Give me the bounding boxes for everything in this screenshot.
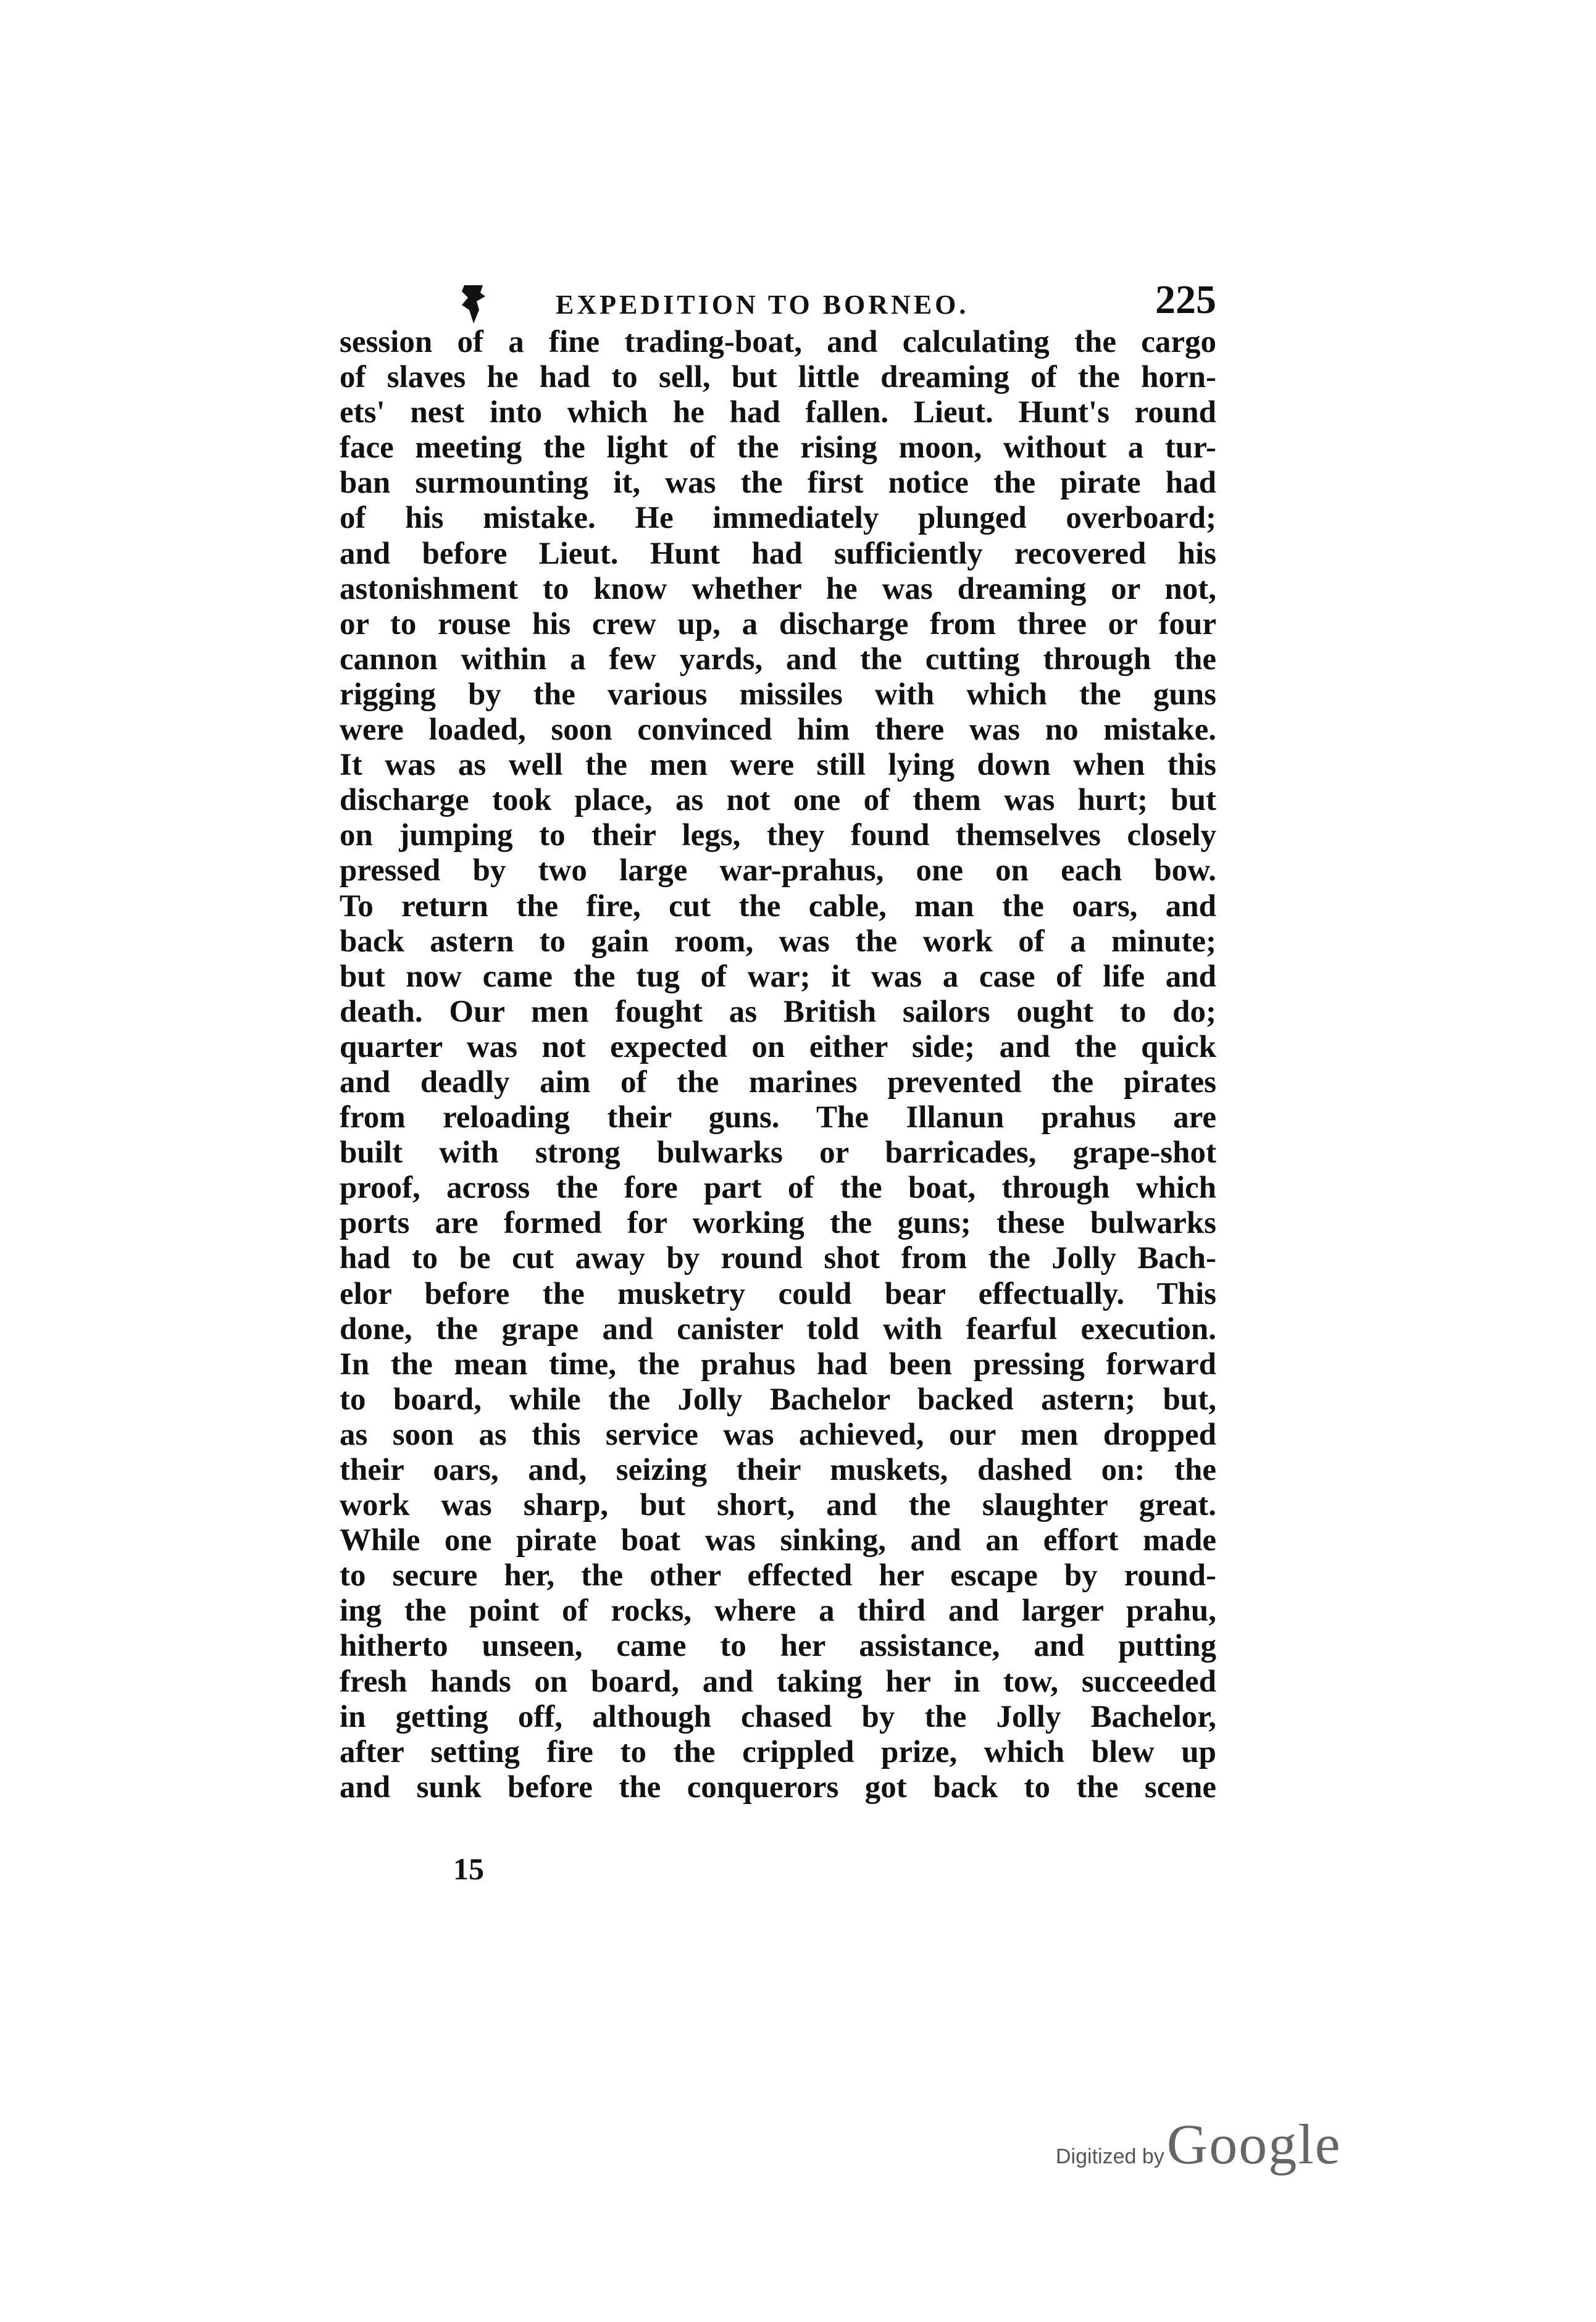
watermark-brand: Google bbox=[1166, 2113, 1342, 2176]
text-line: face meeting the light of the rising moon, without a tur- bbox=[340, 430, 1216, 466]
text-line: In the mean time, the prahus had been pressing forward bbox=[340, 1347, 1216, 1382]
text-line: and sunk before the conquerors got back to the scene bbox=[340, 1769, 1216, 1805]
text-line: While one pirate boat was sinking, and an effort made bbox=[340, 1523, 1216, 1558]
text-line: or to rouse his crew up, a discharge from three or four bbox=[340, 606, 1216, 641]
text-line: work was sharp, but short, and the slaughter great. bbox=[340, 1488, 1216, 1523]
watermark-prefix: Digitized by bbox=[1056, 2145, 1164, 2168]
text-line: built with strong bulwarks or barricades, grape-shot bbox=[340, 1135, 1216, 1171]
running-head: EXPEDITION TO BORNEO. bbox=[556, 290, 969, 320]
text-line: to board, while the Jolly Bachelor backed astern; but, bbox=[340, 1382, 1216, 1417]
text-line: back astern to gain room, was the work of a minute; bbox=[340, 924, 1216, 959]
text-line: were loaded, soon convinced him there was no mistake. bbox=[340, 712, 1216, 748]
text-line: It was as well the men were still lying down when this bbox=[340, 748, 1216, 783]
text-line: rigging by the various missiles with which the guns bbox=[340, 677, 1216, 712]
text-line: but now came the tug of war; it was a case of life and bbox=[340, 959, 1216, 994]
text-line: in getting off, although chased by the Jolly Bachelor, bbox=[340, 1699, 1216, 1734]
text-line: and before Lieut. Hunt had sufficiently recovered his bbox=[340, 536, 1216, 571]
text-line: as soon as this service was achieved, our men dropped bbox=[340, 1417, 1216, 1452]
text-line: death. Our men fought as British sailors ought to do; bbox=[340, 994, 1216, 1029]
text-line: discharge took place, as not one of them was hurt; but bbox=[340, 783, 1216, 818]
text-line: on jumping to their legs, they found themselves closely bbox=[340, 818, 1216, 853]
text-line: their oars, and, seizing their muskets, dashed on: the bbox=[340, 1453, 1216, 1487]
text-line: from reloading their guns. The Illanun prahus are bbox=[340, 1100, 1216, 1135]
text-line: ban surmounting it, was the first notice the pirate had bbox=[340, 466, 1216, 501]
text-line: To return the fire, cut the cable, man the oars, and bbox=[340, 888, 1216, 924]
text-line: quarter was not expected on either side; and the quick bbox=[340, 1029, 1216, 1064]
text-line: fresh hands on board, and taking her in tow, succeeded bbox=[340, 1664, 1216, 1699]
text-line: elor before the musketry could bear effectually. This bbox=[340, 1276, 1216, 1311]
text-line: and deadly aim of the marines prevented the pirates bbox=[340, 1064, 1216, 1100]
text-line: pressed by two large war-prahus, one on each bow. bbox=[340, 853, 1216, 888]
text-line: session of a fine trading-boat, and calculating the cargo bbox=[340, 325, 1216, 359]
text-line: of slaves he had to sell, but little dreaming of the horn- bbox=[340, 360, 1216, 395]
body-text bbox=[340, 325, 1216, 1805]
text-line: after setting fire to the crippled prize, which blew up bbox=[340, 1734, 1216, 1769]
text-line: of his mistake. He immediately plunged overboard; bbox=[340, 501, 1216, 536]
text-line: to secure her, the other effected her escape by round- bbox=[340, 1558, 1216, 1593]
text-line: done, the grape and canister told with fearful execution. bbox=[340, 1311, 1216, 1347]
text-line: astonishment to know whether he was dreaming or not, bbox=[340, 571, 1216, 606]
text-line: had to be cut away by round shot from the Jolly Bach- bbox=[340, 1241, 1216, 1276]
text-line: ing the point of rocks, where a third and larger prahu, bbox=[340, 1593, 1216, 1629]
digitized-by-google-watermark bbox=[1056, 2111, 1342, 2177]
text-line: proof, across the fore part of the boat, through which bbox=[340, 1171, 1216, 1206]
printer-ornament-icon bbox=[458, 283, 489, 326]
text-line: ports are formed for working the guns; these bulwarks bbox=[340, 1206, 1216, 1241]
text-line: ets' nest into which he had fallen. Lieut. Hunt's round bbox=[340, 395, 1216, 430]
signature-mark: 15 bbox=[453, 1852, 484, 1886]
page-number: 225 bbox=[1155, 277, 1216, 322]
text-line: cannon within a few yards, and the cutting through the bbox=[340, 641, 1216, 677]
text-line: hitherto unseen, came to her assistance, and putting bbox=[340, 1629, 1216, 1664]
